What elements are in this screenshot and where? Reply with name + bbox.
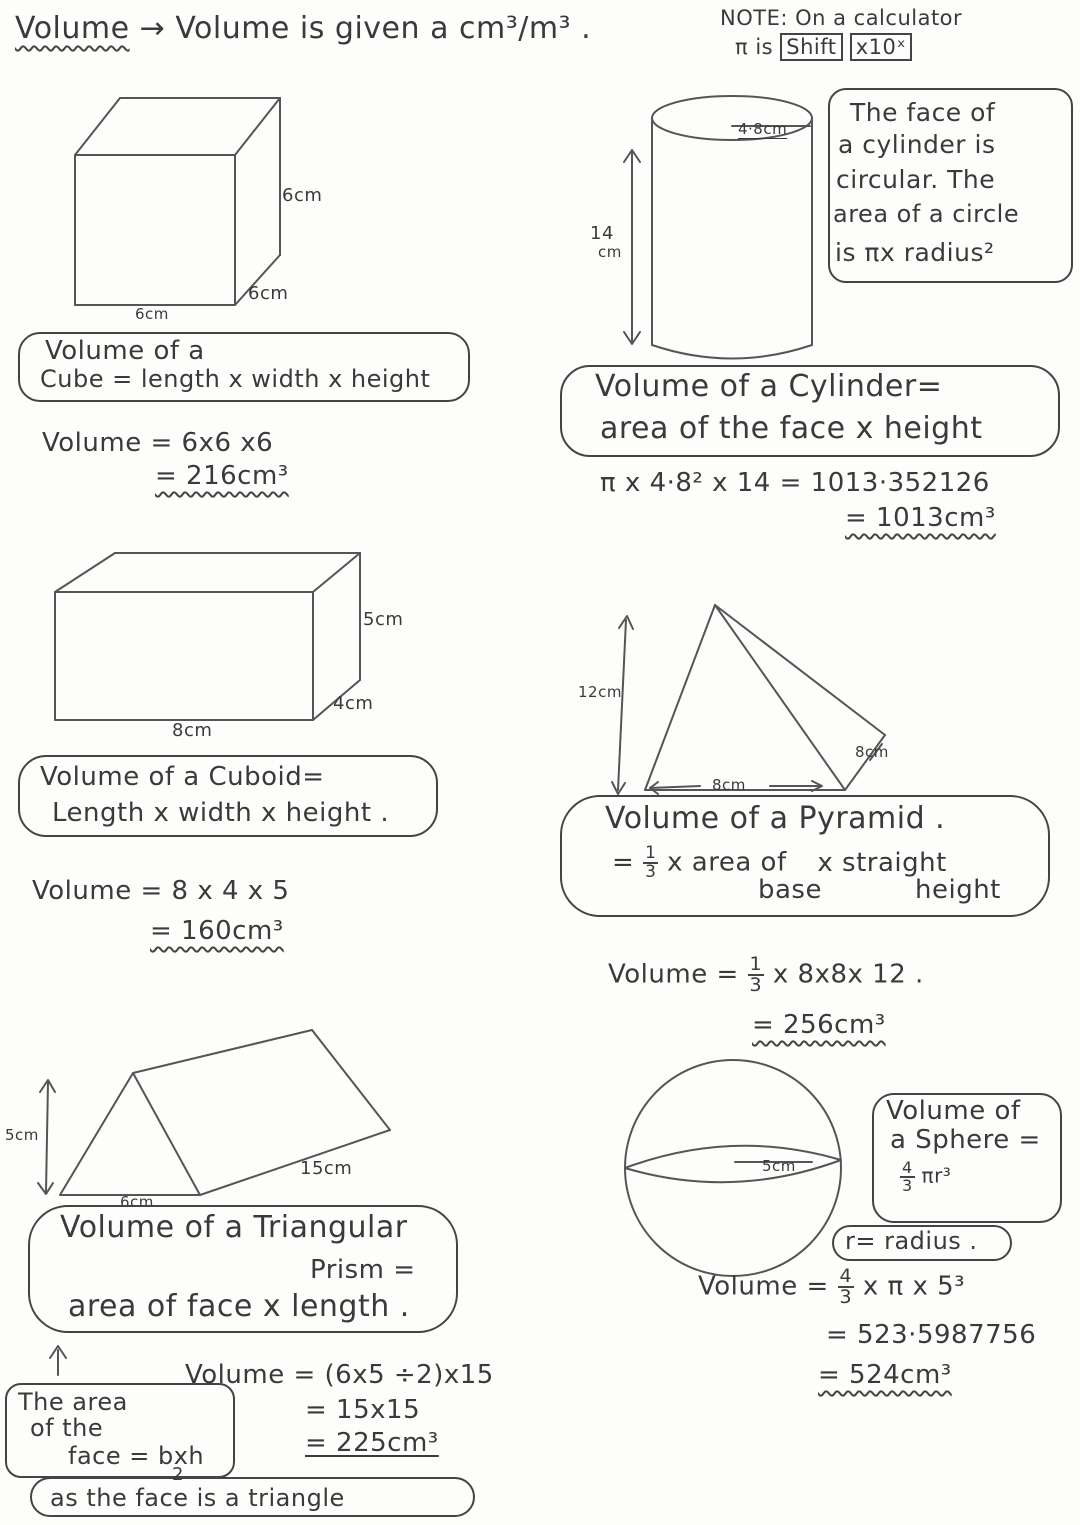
cube-depth-label: 6cm — [248, 283, 289, 304]
pyramid-calc-fraction — [748, 955, 765, 995]
title-subtitle: Volume is given a cm³/m³ . — [175, 11, 592, 46]
sphere-radius-label: 5cm — [762, 1157, 796, 1175]
prism-calc-line3: = 225cm³ — [305, 1428, 439, 1458]
pyramid-side-label: 8cm — [855, 743, 889, 761]
x10-key-label: x10ˣ — [850, 33, 912, 61]
pyramid-rule-frac-den: 3 — [645, 862, 657, 882]
title-arrow: → — [139, 11, 166, 46]
prism-calc-line2: = 15x15 — [305, 1395, 421, 1425]
prism-note-line3: face = bxh — [68, 1442, 205, 1470]
sphere-rule-suffix: πr³ — [921, 1163, 952, 1188]
cylinder-rule-line1: Volume of a Cylinder= — [595, 369, 943, 404]
sphere-rule-frac-den: 3 — [902, 1176, 913, 1195]
sphere-calc-frac-num: 4 — [839, 1265, 853, 1287]
cuboid-width-label: 8cm — [172, 720, 213, 741]
cube-diagram — [75, 98, 280, 305]
shift-key-label: Shift — [780, 33, 842, 61]
cuboid-depth-label: 4cm — [333, 693, 374, 714]
pyramid-calc-frac-num: 1 — [749, 953, 763, 975]
cylinder-height-label-bottom: cm — [598, 243, 622, 261]
prism-note-line3-sub: 2 — [172, 1464, 184, 1485]
prism-rule-line1: Volume of a Triangular — [60, 1210, 408, 1245]
cylinder-note-line1: The face of — [850, 98, 996, 127]
cuboid-rule-line1: Volume of a Cuboid= — [40, 762, 325, 792]
cylinder-calc-line2: = 1013cm³ — [845, 503, 996, 533]
cuboid-rule-line2: Length x width x height . — [52, 798, 390, 828]
calculator-note-line2 — [735, 37, 912, 58]
cuboid-height-label: 5cm — [363, 609, 404, 630]
pyramid-rule-eq: = — [612, 847, 635, 878]
cuboid-calc-line1: Volume = 8 x 4 x 5 — [32, 876, 290, 906]
sphere-radius-note: r= radius . — [845, 1227, 978, 1255]
page-title — [15, 11, 592, 46]
cylinder-note-line3: circular. The — [836, 165, 996, 194]
cube-height-label: 6cm — [282, 185, 323, 206]
sphere-calc-suffix: x π x 5³ — [862, 1271, 966, 1302]
sphere-calc-line2: = 523·5987756 — [826, 1320, 1037, 1350]
sphere-rule-frac-num: 4 — [902, 1158, 913, 1177]
cuboid-diagram — [55, 553, 360, 720]
sphere-rule-line2: a Sphere = — [890, 1125, 1041, 1155]
pyramid-calc-line2: = 256cm³ — [752, 1010, 886, 1040]
cube-width-label: 6cm — [135, 305, 169, 323]
prism-height-label: 5cm — [5, 1126, 39, 1144]
prism-note-line1: The area — [18, 1388, 128, 1416]
sphere-rule-formula — [900, 1160, 951, 1194]
prism-base-label: 6cm — [120, 1193, 154, 1211]
pyramid-height-label: 12cm — [578, 683, 622, 701]
sphere-diagram — [625, 1060, 841, 1276]
sphere-calc-prefix: Volume = — [698, 1271, 829, 1302]
prism-note-line2: of the — [30, 1414, 104, 1442]
cube-calc-line2: = 216cm³ — [155, 461, 289, 491]
cube-calc-line1: Volume = 6x6 x6 — [42, 428, 274, 458]
cylinder-note-line4: area of a circle — [833, 200, 1020, 228]
pyramid-rule-base: base — [758, 875, 822, 905]
sphere-calc-frac-den: 3 — [839, 1286, 853, 1308]
pyramid-calc-line1 — [608, 955, 924, 995]
sphere-rule-line1: Volume of — [886, 1096, 1021, 1126]
calculator-note-prefix: π is — [735, 35, 774, 59]
cylinder-height-label-top: 14 — [590, 223, 614, 244]
pyramid-rule-fraction — [643, 845, 658, 881]
cylinder-note-line2: a cylinder is — [838, 130, 996, 159]
prism-calc-line1: Volume = (6x5 ÷2)x15 — [185, 1360, 494, 1390]
prism-length-label: 15cm — [300, 1158, 353, 1179]
cylinder-radius-label: 4·8cm — [738, 120, 788, 138]
cylinder-note-line5: is πx radius² — [835, 238, 995, 267]
pyramid-calc-suffix: x 8x8x 12 . — [772, 959, 924, 990]
cube-rule-line2: Cube = length x width x height — [40, 365, 431, 393]
prism-note-line4: as the face is a triangle — [50, 1484, 345, 1512]
cuboid-calc-line2: = 160cm³ — [150, 916, 284, 946]
cube-rule-line1: Volume of a — [45, 336, 205, 366]
sphere-calc-line3: = 524cm³ — [818, 1360, 952, 1390]
prism-rule-line2: Prism = — [310, 1255, 416, 1285]
pyramid-base-label: 8cm — [712, 776, 746, 794]
pyramid-rule-frac-num: 1 — [645, 843, 657, 863]
calculator-note-line1: NOTE: On a calculator — [720, 6, 963, 30]
pyramid-rule-height: height — [915, 875, 1001, 905]
sphere-calc-fraction — [838, 1267, 855, 1307]
pyramid-calc-frac-den: 3 — [749, 974, 763, 996]
pyramid-rule-part1: x area of — [667, 847, 787, 878]
pyramid-rule-line1: Volume of a Pyramid . — [605, 801, 946, 836]
pyramid-rule-part2: x straight — [817, 847, 947, 878]
cylinder-rule-line2: area of the face x height — [600, 411, 983, 446]
sphere-rule-fraction — [900, 1160, 915, 1194]
sphere-calc-line1 — [698, 1267, 965, 1307]
pyramid-diagram — [612, 605, 885, 794]
prism-rule-line3: area of face x length . — [68, 1289, 410, 1324]
pyramid-calc-prefix: Volume = — [608, 959, 739, 990]
cylinder-calc-line1: π x 4·8² x 14 = 1013·352126 — [600, 468, 990, 498]
title-text: Volume — [15, 11, 130, 46]
